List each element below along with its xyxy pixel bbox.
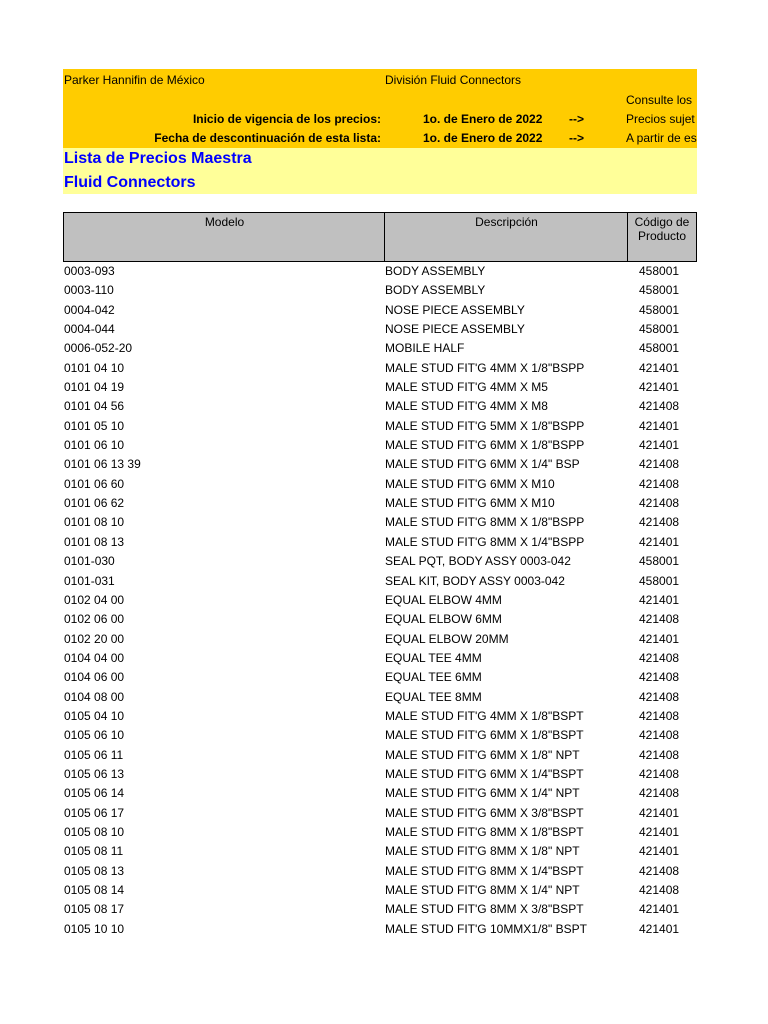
cell-descripcion: MALE STUD FIT'G 6MM X 1/8"BSPP bbox=[385, 438, 585, 453]
cell-descripcion: MALE STUD FIT'G 4MM X M8 bbox=[385, 399, 548, 414]
cell-modelo: 0101 06 62 bbox=[64, 496, 125, 511]
cell-descripcion: MALE STUD FIT'G 4MM X 1/8"BSPP bbox=[385, 360, 585, 375]
cell-codigo: 421408 bbox=[639, 476, 680, 491]
table-row bbox=[63, 709, 697, 728]
cell-modelo: 0101 06 60 bbox=[64, 476, 125, 491]
cell-modelo: 0101 04 10 bbox=[64, 360, 125, 375]
cell-codigo: 458001 bbox=[639, 554, 680, 569]
cell-descripcion: MALE STUD FIT'G 10MMX1/8" BSPT bbox=[385, 921, 587, 936]
cell-modelo: 0101 06 13 39 bbox=[64, 457, 141, 472]
cell-codigo: 421408 bbox=[639, 650, 680, 665]
cell-descripcion: MALE STUD FIT'G 5MM X 1/8"BSPP bbox=[385, 418, 585, 433]
cell-modelo: 0105 08 13 bbox=[64, 863, 125, 878]
table-row bbox=[63, 438, 697, 457]
cell-codigo: 421408 bbox=[639, 496, 680, 511]
cell-modelo: 0101 04 19 bbox=[64, 380, 125, 395]
column-header-modelo: Modelo bbox=[204, 215, 245, 229]
table-row bbox=[63, 574, 697, 593]
division-name: División Fluid Connectors bbox=[385, 73, 522, 87]
cell-codigo: 421408 bbox=[639, 786, 680, 801]
cell-modelo: 0101 05 10 bbox=[64, 418, 125, 433]
list-subtitle: Fluid Connectors bbox=[64, 174, 196, 191]
cell-descripcion: EQUAL ELBOW 4MM bbox=[385, 592, 502, 607]
cell-modelo: 0101 08 10 bbox=[64, 515, 125, 530]
cell-codigo: 421408 bbox=[639, 728, 680, 743]
cell-modelo: 0105 06 13 bbox=[64, 766, 125, 781]
consult-note: Consulte los bbox=[626, 93, 693, 107]
cell-modelo: 0105 06 17 bbox=[64, 805, 125, 820]
cell-modelo: 0102 20 00 bbox=[64, 631, 125, 646]
table-row bbox=[63, 612, 697, 631]
table-row bbox=[63, 748, 697, 767]
cell-codigo: 421408 bbox=[639, 515, 680, 530]
cell-descripcion: SEAL PQT, BODY ASSY 0003-042 bbox=[385, 554, 571, 569]
cell-descripcion: BODY ASSEMBLY bbox=[385, 264, 486, 278]
cell-modelo: 0105 06 11 bbox=[64, 747, 124, 762]
start-date-value: 1o. de Enero de 2022 bbox=[423, 112, 543, 126]
cell-codigo: 421408 bbox=[639, 670, 680, 685]
cell-descripcion: NOSE PIECE ASSEMBLY bbox=[385, 322, 525, 337]
end-date-value: 1o. de Enero de 2022 bbox=[423, 131, 543, 145]
table-row bbox=[63, 419, 697, 438]
table-row bbox=[63, 651, 697, 670]
cell-codigo: 421408 bbox=[639, 863, 680, 878]
cell-codigo: 421408 bbox=[639, 708, 680, 723]
cell-modelo: 0101-030 bbox=[64, 554, 115, 569]
cell-modelo: 0004-042 bbox=[64, 302, 115, 317]
table-row bbox=[63, 902, 697, 921]
cell-codigo: 458001 bbox=[639, 283, 680, 298]
cell-modelo: 0006-052-20 bbox=[64, 341, 133, 356]
header-band bbox=[63, 69, 697, 148]
cell-codigo: 421408 bbox=[639, 612, 680, 627]
cell-descripcion: MALE STUD FIT'G 6MM X 3/8"BSPT bbox=[385, 805, 584, 820]
cell-modelo: 0105 10 10 bbox=[64, 921, 125, 936]
title-box bbox=[63, 148, 697, 194]
table-row bbox=[63, 380, 697, 399]
table-row bbox=[63, 728, 697, 747]
cell-descripcion: MALE STUD FIT'G 8MM X 1/4"BSPP bbox=[385, 534, 585, 549]
table-row bbox=[63, 883, 697, 902]
cell-descripcion: MALE STUD FIT'G 8MM X 1/8"BSPT bbox=[385, 824, 584, 839]
table-row bbox=[63, 283, 697, 302]
cell-descripcion: MALE STUD FIT'G 6MM X 1/4" NPT bbox=[385, 786, 580, 801]
table-row bbox=[63, 322, 697, 341]
cell-codigo: 421401 bbox=[639, 534, 680, 549]
table-header bbox=[63, 212, 697, 262]
table-row bbox=[63, 670, 697, 689]
company-name: Parker Hannifin de México bbox=[64, 73, 205, 87]
cell-modelo: 0104 08 00 bbox=[64, 689, 125, 704]
cell-descripcion: MALE STUD FIT'G 8MM X 1/4"BSPT bbox=[385, 863, 584, 878]
table-row bbox=[63, 477, 697, 496]
column-header-codigo-line2: Producto bbox=[637, 229, 687, 243]
start-date-label: Inicio de vigencia de los precios: bbox=[192, 112, 381, 126]
table-row bbox=[63, 593, 697, 612]
cell-descripcion: MALE STUD FIT'G 8MM X 1/8"BSPP bbox=[385, 515, 585, 530]
cell-codigo: 421401 bbox=[639, 380, 680, 395]
cell-descripcion: EQUAL TEE 6MM bbox=[385, 670, 482, 685]
cell-codigo: 458001 bbox=[639, 264, 680, 278]
cell-descripcion: MALE STUD FIT'G 4MM X 1/8"BSPT bbox=[385, 708, 584, 723]
list-title: Lista de Precios Maestra bbox=[64, 150, 252, 167]
cell-codigo: 458001 bbox=[639, 341, 680, 356]
end-date-note: A partir de es bbox=[626, 131, 697, 145]
end-date-arrow: --> bbox=[569, 131, 584, 145]
end-date-label: Fecha de descontinuación de esta lista: bbox=[154, 131, 381, 145]
cell-modelo: 0101 04 56 bbox=[64, 399, 125, 414]
start-date-note: Precios sujet bbox=[626, 112, 695, 126]
cell-descripcion: MALE STUD FIT'G 8MM X 3/8"BSPT bbox=[385, 902, 584, 917]
cell-descripcion: NOSE PIECE ASSEMBLY bbox=[385, 302, 525, 317]
cell-modelo: 0105 08 17 bbox=[64, 902, 125, 917]
table-row bbox=[63, 864, 697, 883]
table-row bbox=[63, 515, 697, 534]
cell-codigo: 421401 bbox=[639, 902, 680, 917]
cell-descripcion: MALE STUD FIT'G 6MM X 1/8" NPT bbox=[385, 747, 580, 762]
cell-modelo: 0004-044 bbox=[64, 322, 115, 337]
cell-descripcion: MALE STUD FIT'G 6MM X 1/4"BSPT bbox=[385, 766, 584, 781]
cell-descripcion: EQUAL TEE 8MM bbox=[385, 689, 482, 704]
cell-descripcion: MALE STUD FIT'G 8MM X 1/8" NPT bbox=[385, 844, 580, 859]
cell-descripcion: MALE STUD FIT'G 6MM X M10 bbox=[385, 476, 555, 491]
cell-codigo: 421401 bbox=[639, 592, 680, 607]
cell-descripcion: MALE STUD FIT'G 8MM X 1/4" NPT bbox=[385, 883, 580, 897]
table-row bbox=[63, 535, 697, 554]
cell-modelo: 0105 08 11 bbox=[64, 844, 124, 859]
cell-codigo: 421408 bbox=[639, 747, 680, 762]
table-row bbox=[63, 303, 697, 322]
table-row bbox=[63, 786, 697, 805]
cell-codigo: 421401 bbox=[639, 805, 680, 820]
cell-modelo: 0101 08 13 bbox=[64, 534, 125, 549]
table-row bbox=[63, 767, 697, 786]
cell-descripcion: EQUAL ELBOW 6MM bbox=[385, 612, 502, 627]
table-row bbox=[63, 632, 697, 651]
cell-codigo: 421401 bbox=[639, 360, 680, 375]
cell-codigo: 421408 bbox=[639, 883, 680, 897]
cell-codigo: 421408 bbox=[639, 399, 680, 414]
table-row bbox=[63, 844, 697, 863]
cell-codigo: 421401 bbox=[639, 824, 680, 839]
cell-codigo: 421408 bbox=[639, 457, 680, 472]
cell-codigo: 421401 bbox=[639, 438, 680, 453]
table-row bbox=[63, 554, 697, 573]
table-row bbox=[63, 825, 697, 844]
cell-descripcion: MOBILE HALF bbox=[385, 341, 465, 356]
cell-modelo: 0104 04 00 bbox=[64, 650, 125, 665]
cell-codigo: 458001 bbox=[639, 573, 680, 588]
cell-modelo: 0101 06 10 bbox=[64, 438, 125, 453]
cell-modelo: 0105 08 10 bbox=[64, 824, 125, 839]
cell-descripcion: MALE STUD FIT'G 4MM X M5 bbox=[385, 380, 548, 395]
column-header-descripcion: Descripción bbox=[475, 215, 538, 229]
cell-modelo: 0003-110 bbox=[64, 283, 114, 298]
table-row bbox=[63, 399, 697, 418]
cell-codigo: 421401 bbox=[639, 921, 680, 936]
cell-modelo: 0003-093 bbox=[64, 264, 115, 278]
cell-codigo: 458001 bbox=[639, 302, 680, 317]
table-row bbox=[63, 341, 697, 360]
cell-descripcion: SEAL KIT, BODY ASSY 0003-042 bbox=[385, 573, 565, 588]
column-header-codigo-line1: Código de bbox=[634, 215, 690, 229]
cell-modelo: 0105 04 10 bbox=[64, 708, 125, 723]
table-row bbox=[63, 496, 697, 515]
table-row bbox=[63, 690, 697, 709]
cell-codigo: 421401 bbox=[639, 631, 680, 646]
table-row bbox=[63, 361, 697, 380]
table-row bbox=[63, 264, 697, 283]
cell-codigo: 421401 bbox=[639, 844, 680, 859]
cell-codigo: 421408 bbox=[639, 689, 680, 704]
table-row bbox=[63, 922, 697, 941]
cell-modelo: 0102 04 00 bbox=[64, 592, 125, 607]
cell-modelo: 0105 06 14 bbox=[64, 786, 125, 801]
cell-modelo: 0102 06 00 bbox=[64, 612, 125, 627]
cell-descripcion: BODY ASSEMBLY bbox=[385, 283, 486, 298]
cell-modelo: 0101-031 bbox=[64, 573, 115, 588]
cell-descripcion: MALE STUD FIT'G 6MM X M10 bbox=[385, 496, 555, 511]
cell-codigo: 458001 bbox=[639, 322, 680, 337]
start-date-arrow: --> bbox=[569, 112, 584, 126]
cell-descripcion: EQUAL TEE 4MM bbox=[385, 650, 482, 665]
cell-descripcion: EQUAL ELBOW 20MM bbox=[385, 631, 509, 646]
cell-codigo: 421401 bbox=[639, 418, 680, 433]
table-row bbox=[63, 806, 697, 825]
cell-codigo: 421408 bbox=[639, 766, 680, 781]
cell-modelo: 0104 06 00 bbox=[64, 670, 125, 685]
cell-descripcion: MALE STUD FIT'G 6MM X 1/8"BSPT bbox=[385, 728, 584, 743]
cell-modelo: 0105 08 14 bbox=[64, 883, 125, 897]
column-header-codigo bbox=[628, 213, 696, 261]
cell-descripcion: MALE STUD FIT'G 6MM X 1/4" BSP bbox=[385, 457, 580, 472]
table-body bbox=[63, 264, 697, 941]
cell-modelo: 0105 06 10 bbox=[64, 728, 125, 743]
table-row bbox=[63, 457, 697, 476]
